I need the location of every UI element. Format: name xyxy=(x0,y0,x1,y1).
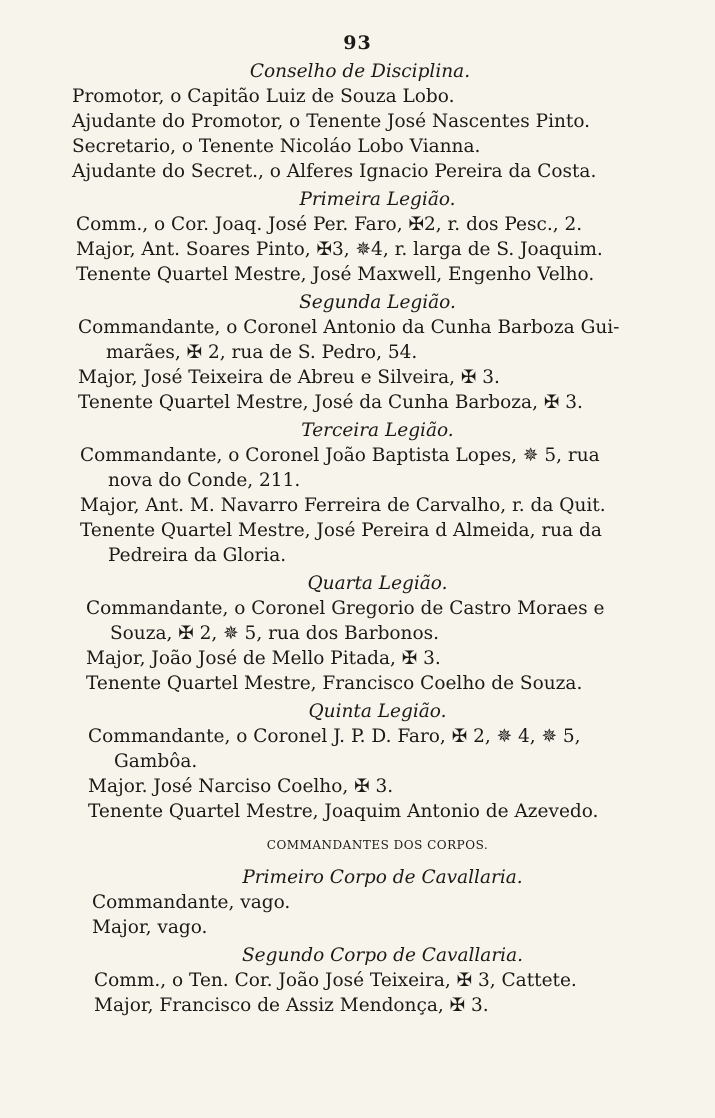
text-line: Major, João José de Mello Pitada, ✠ 3. xyxy=(86,648,441,669)
text-line: Souza, ✠ 2, ✵ 5, rua dos Barbonos. xyxy=(110,623,439,644)
text-line: Tenente Quartel Mestre, Joaquim Antonio de Azevedo. xyxy=(88,801,599,822)
text-line: Major, Ant. Soares Pinto, ✠3, ✵4, r. larga de S. Joaquim. xyxy=(76,239,603,260)
text-line: Commandante, vago. xyxy=(92,892,291,913)
text-line: Tenente Quartel Mestre, José Maxwell, Engenho Velho. xyxy=(76,264,595,285)
text-line: Commandante, o Coronel João Baptista Lopes, ✵ 5, rua xyxy=(80,445,600,466)
text-line: Tenente Quartel Mestre, José da Cunha Barboza, ✠ 3. xyxy=(78,392,583,413)
text-line: Commandante, o Coronel J. P. D. Faro, ✠ 2, ✵ 4, ✵ 5, xyxy=(88,726,581,747)
text-line: Secretario, o Tenente Nicoláo Lobo Vianna. xyxy=(72,136,481,157)
section-heading-segundo-corpo: Segundo Corpo de Cavallaria. xyxy=(241,945,524,966)
section-heading-quarta-legiao: Quarta Legião. xyxy=(307,573,448,594)
text-line: Comm., o Ten. Cor. João José Teixeira, ✠ 3, Cattete. xyxy=(94,970,577,991)
section-heading-primeiro-corpo: Primeiro Corpo de Cavallaria. xyxy=(242,867,523,888)
page-number: 93 xyxy=(343,32,372,54)
page-content xyxy=(0,60,715,1018)
corps-title: COMMANDANTES DOS CORPOS. xyxy=(266,838,489,852)
text-line: Major, Francisco de Assiz Mendonça, ✠ 3. xyxy=(94,995,489,1016)
section-heading-terceira-legiao: Terceira Legião. xyxy=(301,420,454,441)
text-line: marães, ✠ 2, rua de S. Pedro, 54. xyxy=(106,342,418,363)
section-heading-segunda-legiao: Segunda Legião. xyxy=(299,292,456,313)
text-line: Comm., o Cor. Joaq. José Per. Faro, ✠2, r. dos Pesc., 2. xyxy=(76,214,583,235)
text-line: Major. José Narciso Coelho, ✠ 3. xyxy=(88,776,394,797)
text-line: Tenente Quartel Mestre, Francisco Coelho de Souza. xyxy=(86,673,583,694)
text-line: Gambôa. xyxy=(114,751,198,772)
text-line: Major, vago. xyxy=(92,917,208,938)
text-line: Commandante, o Coronel Gregorio de Castro Moraes e xyxy=(86,598,605,619)
text-line: Promotor, o Capitão Luiz de Souza Lobo. xyxy=(72,86,455,107)
text-line: Ajudante do Secret., o Alferes Ignacio Pereira da Costa. xyxy=(72,161,597,182)
section-heading-conselho: Conselho de Disciplina. xyxy=(249,61,471,82)
section-heading-primeira-legiao: Primeira Legião. xyxy=(299,189,456,210)
text-line: Tenente Quartel Mestre, José Pereira d Almeida, rua da xyxy=(80,520,602,541)
text-line: Commandante, o Coronel Antonio da Cunha Barboza Gui- xyxy=(78,317,620,338)
text-line: Pedreira da Gloria. xyxy=(108,545,287,566)
text-line: Major, José Teixeira de Abreu e Silveira, ✠ 3. xyxy=(78,367,500,388)
section-heading-quinta-legiao: Quinta Legião. xyxy=(308,701,447,722)
text-line: Major, Ant. M. Navarro Ferreira de Carvalho, r. da Quit. xyxy=(80,495,606,516)
text-line: nova do Conde, 211. xyxy=(108,470,301,491)
text-line: Ajudante do Promotor, o Tenente José Nascentes Pinto. xyxy=(72,111,591,132)
